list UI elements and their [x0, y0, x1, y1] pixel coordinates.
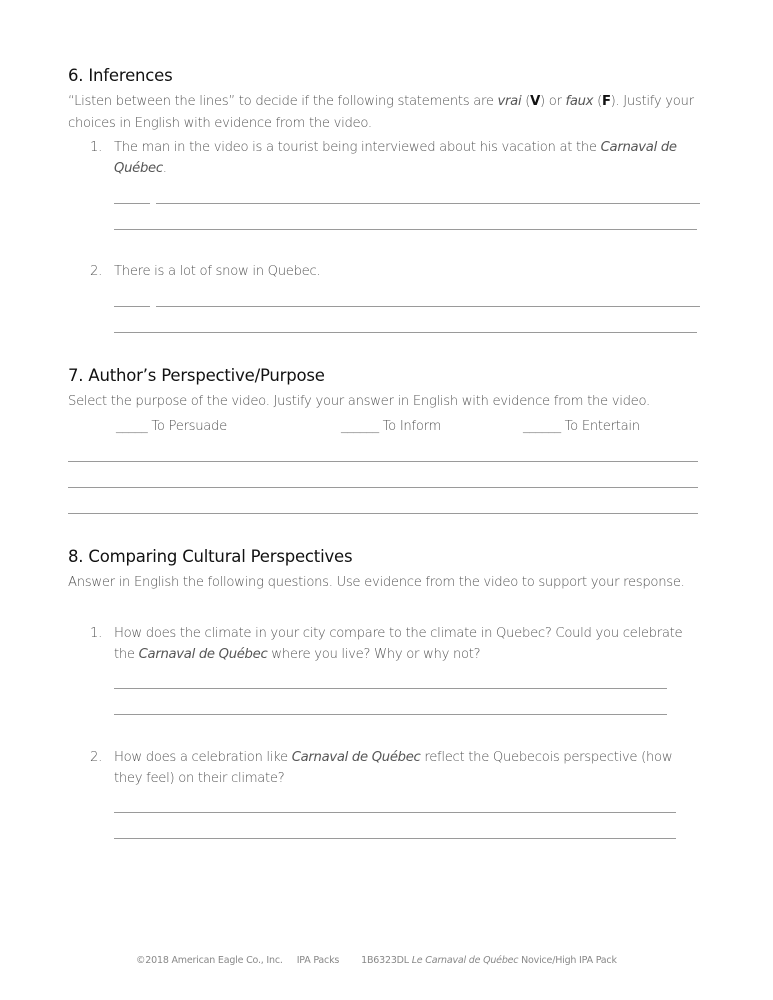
- section-7-heading: 7. Author’s Perspective/Purpose: [68, 366, 325, 385]
- text: (: [521, 94, 531, 109]
- footer-title-end: Novice/High IPA Pack: [518, 955, 617, 966]
- section-6-instructions-line2: choices in English with evidence from the video.: [68, 116, 372, 131]
- text: ). Justify your: [610, 94, 694, 109]
- item-number: 2.: [90, 750, 102, 765]
- section-6-heading: 6. Inferences: [68, 66, 173, 85]
- text: reflect the Quebecois perspective (how: [420, 750, 673, 765]
- item-number: 1.: [90, 626, 102, 641]
- text: .: [162, 161, 167, 176]
- footer-code: 1B6323DL: [361, 955, 412, 966]
- answer-line[interactable]: [114, 714, 667, 715]
- text: vrai: [497, 94, 522, 109]
- text: “Listen between the lines” to decide if the following statements are: [68, 94, 498, 109]
- answer-line[interactable]: [114, 838, 676, 839]
- text: V: [530, 94, 540, 109]
- justification-line[interactable]: [156, 306, 700, 307]
- answer-line[interactable]: [68, 487, 698, 488]
- question-1-line2: [114, 647, 480, 662]
- answer-line[interactable]: [68, 461, 698, 462]
- section-7-instructions: Select the purpose of the video. Justify your answer in English with evidence from the video.: [68, 394, 650, 409]
- section-6-instructions: [68, 94, 694, 109]
- option-persuade[interactable]: _____ To Persuade: [116, 419, 227, 434]
- option-inform[interactable]: ______ To Inform: [341, 419, 442, 434]
- statement-1: [114, 140, 677, 155]
- statement-2: There is a lot of snow in Quebec.: [114, 264, 321, 279]
- section-8-instructions: Answer in English the following questions. Use evidence from the video to support your response.: [68, 575, 685, 590]
- vf-answer-blank[interactable]: [114, 203, 150, 204]
- text: Carnaval de Québec: [138, 647, 268, 662]
- text: Québec: [114, 161, 163, 176]
- text: (: [593, 94, 602, 109]
- text: F: [601, 94, 611, 109]
- text: ) or: [539, 94, 566, 109]
- text: How does a celebration like: [114, 750, 292, 765]
- question-1: How does the climate in your city compare to the climate in Quebec? Could you celebrate: [114, 626, 683, 641]
- footer-series: IPA Packs: [296, 955, 340, 966]
- footer-copyright: ©2018 American Eagle Co., Inc.: [136, 955, 283, 966]
- section-8-heading: 8. Comparing Cultural Perspectives: [68, 547, 353, 566]
- text: the: [114, 647, 139, 662]
- question-2: [114, 750, 672, 765]
- answer-line[interactable]: [114, 688, 667, 689]
- vf-answer-blank[interactable]: [114, 306, 150, 307]
- text: The man in the video is a tourist being interviewed about his vacation at the: [114, 140, 601, 155]
- option-entertain[interactable]: ______ To Entertain: [523, 419, 640, 434]
- answer-line[interactable]: [68, 513, 698, 514]
- text: Carnaval de: [600, 140, 677, 155]
- question-2-line2: they feel) on their climate?: [114, 771, 285, 786]
- footer: [136, 955, 617, 966]
- item-number: 2.: [90, 264, 102, 279]
- justification-line[interactable]: [114, 332, 697, 333]
- text: Carnaval de Québec: [291, 750, 421, 765]
- text: faux: [565, 94, 594, 109]
- statement-1-line2: [114, 161, 167, 176]
- item-number: 1.: [90, 140, 102, 155]
- justification-line[interactable]: [156, 203, 700, 204]
- text: where you live? Why or why not?: [267, 647, 481, 662]
- answer-line[interactable]: [114, 812, 676, 813]
- justification-line[interactable]: [114, 229, 697, 230]
- footer-title: Le Carnaval de Québec: [411, 955, 519, 966]
